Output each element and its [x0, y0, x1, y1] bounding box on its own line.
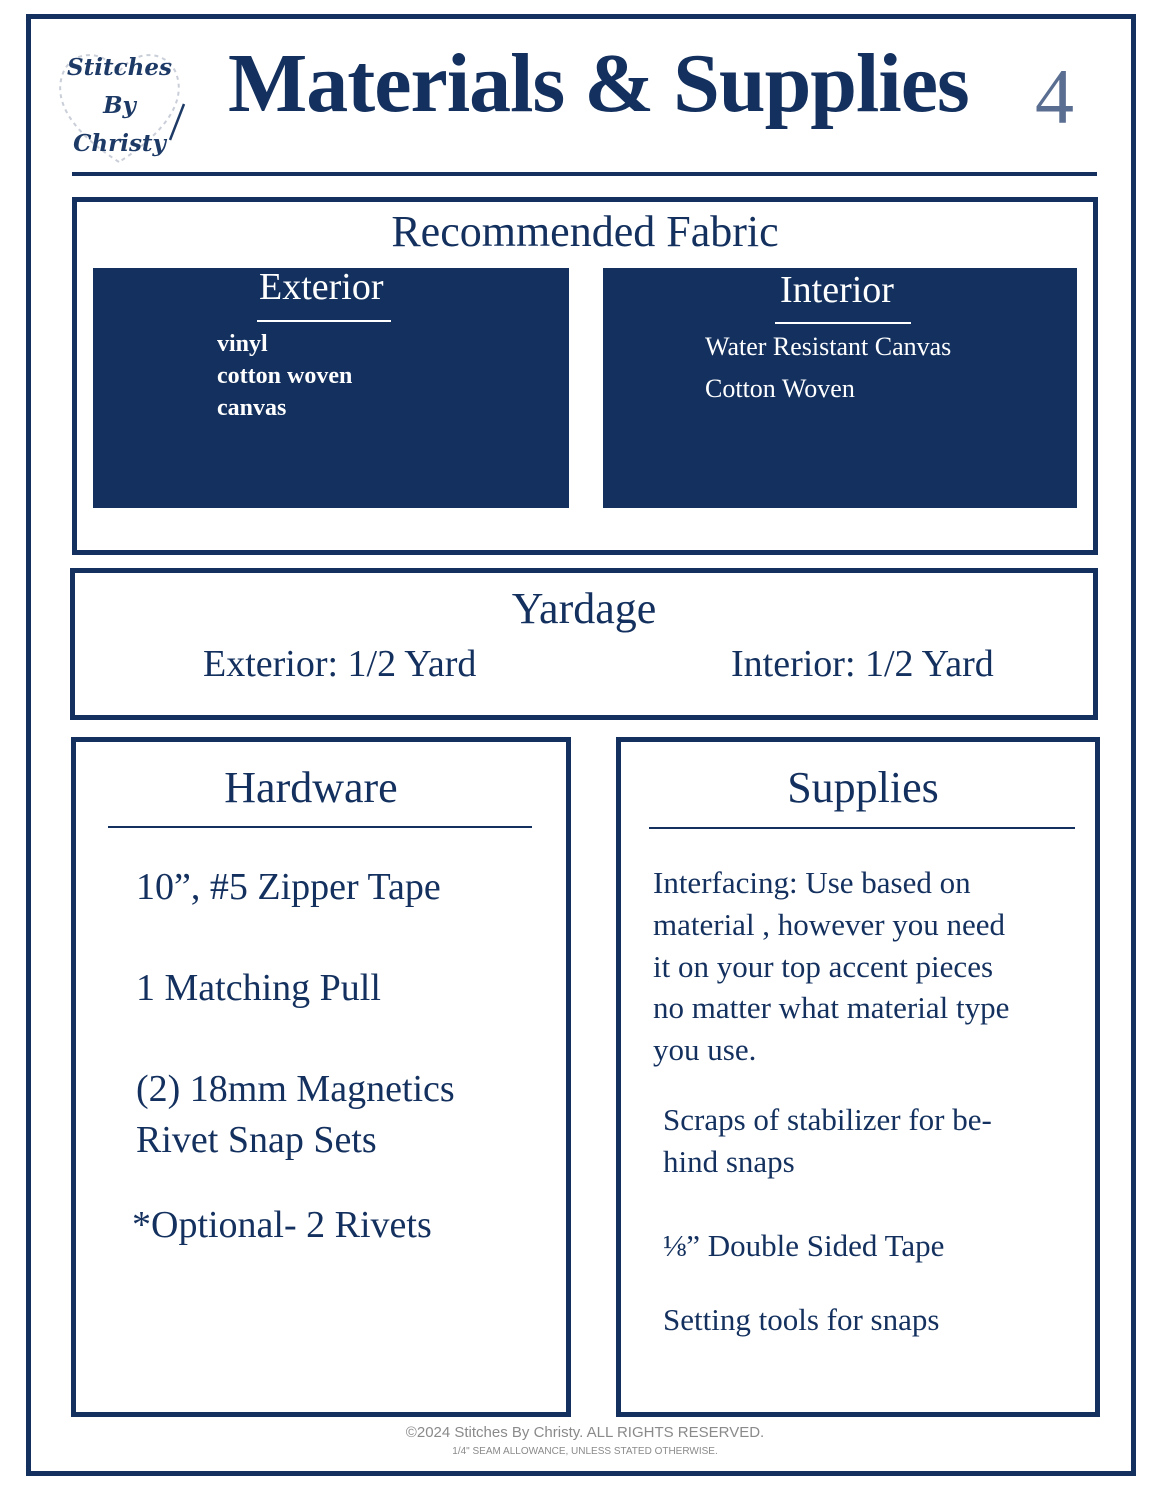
supplies-stabilizer-line: Scraps of stabilizer for be-: [663, 1102, 992, 1137]
interior-item: Water Resistant Canvas: [705, 332, 952, 361]
exterior-heading: Exterior: [259, 266, 384, 308]
copyright-footer: ©2024 Stitches By Christy. ALL RIGHTS RESERVED.: [405, 1424, 765, 1441]
yardage-exterior: Exterior: 1/2 Yard: [203, 643, 477, 685]
hardware-title-rule: [108, 826, 532, 828]
exterior-heading-rule: [257, 320, 391, 322]
exterior-item: vinyl: [217, 331, 268, 357]
hardware-item: (2) 18mm Magnetics: [136, 1068, 455, 1110]
supplies-interfacing-line: no matter what material type: [653, 990, 1010, 1025]
hardware-item: Rivet Snap Sets: [136, 1119, 377, 1161]
supplies-interfacing-line: material , however you need: [653, 907, 1006, 942]
recommended-fabric-box: [72, 197, 1098, 555]
exterior-fabric-panel: [93, 268, 569, 508]
logo-text-line-3: Christy: [73, 130, 166, 157]
hardware-item: *Optional- 2 Rivets: [132, 1204, 432, 1246]
supplies-stabilizer-line: hind snaps: [663, 1144, 795, 1179]
supplies-interfacing-line: it on your top accent pieces: [653, 949, 994, 984]
supplies-interfacing-line: you use.: [653, 1032, 757, 1067]
hardware-box: [71, 737, 571, 1417]
yardage-interior: Interior: 1/2 Yard: [731, 643, 994, 685]
interior-fabric-panel: [603, 268, 1077, 508]
yardage-box: [70, 568, 1098, 720]
logo-text-line-2: By: [103, 92, 136, 119]
exterior-item: canvas: [217, 395, 287, 421]
hardware-item: 1 Matching Pull: [136, 967, 381, 1009]
interior-heading: Interior: [780, 269, 894, 311]
stitches-by-christy-logo: [52, 40, 187, 172]
hardware-item: 10”, #5 Zipper Tape: [136, 866, 441, 908]
interior-heading-rule: [775, 322, 911, 324]
supplies-title-rule: [649, 827, 1075, 829]
recommended-fabric-title: Recommended Fabric: [391, 207, 779, 256]
seam-allowance-note: 1/4" SEAM ALLOWANCE, UNLESS STATED OTHERWISE.: [452, 1446, 718, 1457]
hardware-title: Hardware: [224, 763, 398, 812]
supplies-interfacing-line: Interfacing: Use based on: [653, 865, 971, 900]
supplies-tools: Setting tools for snaps: [663, 1302, 940, 1337]
yardage-title: Yardage: [511, 584, 657, 633]
title-divider: [72, 172, 1097, 176]
supplies-tape: ⅛” Double Sided Tape: [663, 1228, 945, 1263]
supplies-box: [616, 737, 1100, 1417]
page-title: Materials & Supplies: [228, 37, 969, 130]
interior-item: Cotton Woven: [705, 374, 855, 403]
exterior-item: cotton woven: [217, 363, 353, 389]
page-number: 4: [1035, 53, 1074, 140]
supplies-title: Supplies: [787, 763, 939, 812]
logo-text-line-1: Stitches: [67, 54, 172, 81]
